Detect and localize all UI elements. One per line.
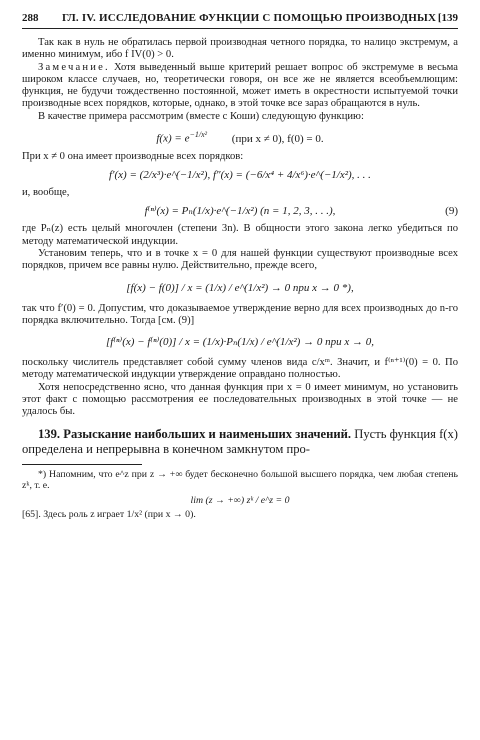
section-title: Разыскание наибольших и наименьших значений.: [63, 426, 352, 441]
footnote-formula: lim (z → +∞) zᵏ / e^z = 0: [190, 494, 290, 506]
formula-exponent: −1/x²: [189, 130, 208, 140]
paragraph-minimum: Хотя непосредственно ясно, что данная функция при x = 0 имеет минимум, но установить этот факт с помощью рассмотрения ее последовательных производных в этой точке — не удалось бы.: [22, 381, 458, 418]
page: [22, 10, 458, 521]
section-139: [22, 427, 458, 457]
paragraph-numerator: поскольку числитель представляет собой сумму членов вида c/xᵐ. Значит, и f⁽ⁿ⁺¹⁾(0) = 0. По методу математической индукции утверждение оправдано полностью.: [22, 357, 458, 381]
section-ref: [139: [437, 12, 458, 24]
paragraph-extremum: Так как в нуль не обратилась первой производная четного порядка, то налицо экстремум, а именно минимум, ибо f IV(0) > 0.: [22, 37, 458, 61]
section-number: 139.: [38, 426, 61, 441]
footnote-reference: [65]. Здесь роль z играет 1/x² (при x → 0).: [22, 509, 196, 521]
formula-9: [22, 204, 458, 218]
running-title: ГЛ. IV. ИССЛЕДОВАНИЕ ФУНКЦИИ С ПОМОЩЬЮ ПРОИЗВОДНЫХ: [62, 12, 437, 24]
formula-first-derivative-limit: [f(x) − f(0)] / x = (1/x) / e^(1/x²) → 0 при x → 0 *),: [126, 281, 354, 294]
formula-derivatives: f′(x) = (2/x³)·e^(−1/x²), f″(x) = (−6/x⁴ + 4/x⁶)·e^(−1/x²), . . .: [109, 169, 371, 182]
formula-nth-derivative-limit: [f⁽ⁿ⁾(x) − f⁽ⁿ⁾(0)] / x = (1/x)·Pₙ(1/x) / e^(1/x²) → 0 при x → 0,: [106, 336, 374, 349]
running-header: [22, 10, 458, 26]
formula-cauchy-function: [22, 128, 458, 146]
page-number: 288: [22, 12, 39, 24]
paragraph-induction: так что f′(0) = 0. Допустим, что доказываемое утверждение верно для всех производных до n-го порядка включительно. Тогда [см. (9)]: [22, 302, 458, 326]
paragraph-derivatives: При x ≠ 0 она имеет производные всех порядков:: [22, 150, 244, 162]
formula-9-body: f⁽ⁿ⁾(x) = Pₙ(1/x)·e^(−1/x²) (n = 1, 2, 3, . . .),: [144, 205, 336, 218]
paragraph-remark: [22, 62, 458, 111]
formula-lhs: f(x) = e: [156, 132, 190, 145]
paragraph-cauchy-example: В качестве примера рассмотрим (вместе с Коши) следующую функцию:: [38, 110, 364, 122]
paragraph-general: и, вообще,: [22, 187, 70, 199]
formula-condition: (при x ≠ 0), f(0) = 0.: [231, 132, 324, 145]
section-text: Пусть функция f(x) определена и непрерывна в конечном замкнутом про-: [22, 426, 458, 456]
remark-label: Замечание.: [38, 61, 110, 73]
header-rule: [22, 28, 458, 29]
paragraph-zero-derivatives: Установим теперь, что и в точке x = 0 для нашей функции существуют производные всех порядков, причем все равны нулю. Действительно, прежде всего,: [22, 247, 458, 272]
formula-number: (9): [445, 205, 458, 218]
paragraph-polynomial: где Pₙ(z) есть целый многочлен (степени 3n). В общности этого закона легко убедиться по методу математической индукции.: [22, 223, 458, 247]
footnote-text: *) Напомним, что e^z при z → +∞ будет бесконечно большой высшего порядка, чем любая степень zᵏ, т. е.: [22, 468, 458, 492]
remark-text: Хотя выведенный выше критерий решает вопрос об экстремуме в весьма широком классе случаев, но, теоретически говоря, он все же не является всеобъемлющим: функция, не будучи тождественно постоянной, может иметь в окрестности испытуемой точки производные всех порядков, которые, однако, в этой точке все зараз обращаются в нуль.: [22, 61, 458, 110]
footnote-rule: [22, 464, 142, 465]
